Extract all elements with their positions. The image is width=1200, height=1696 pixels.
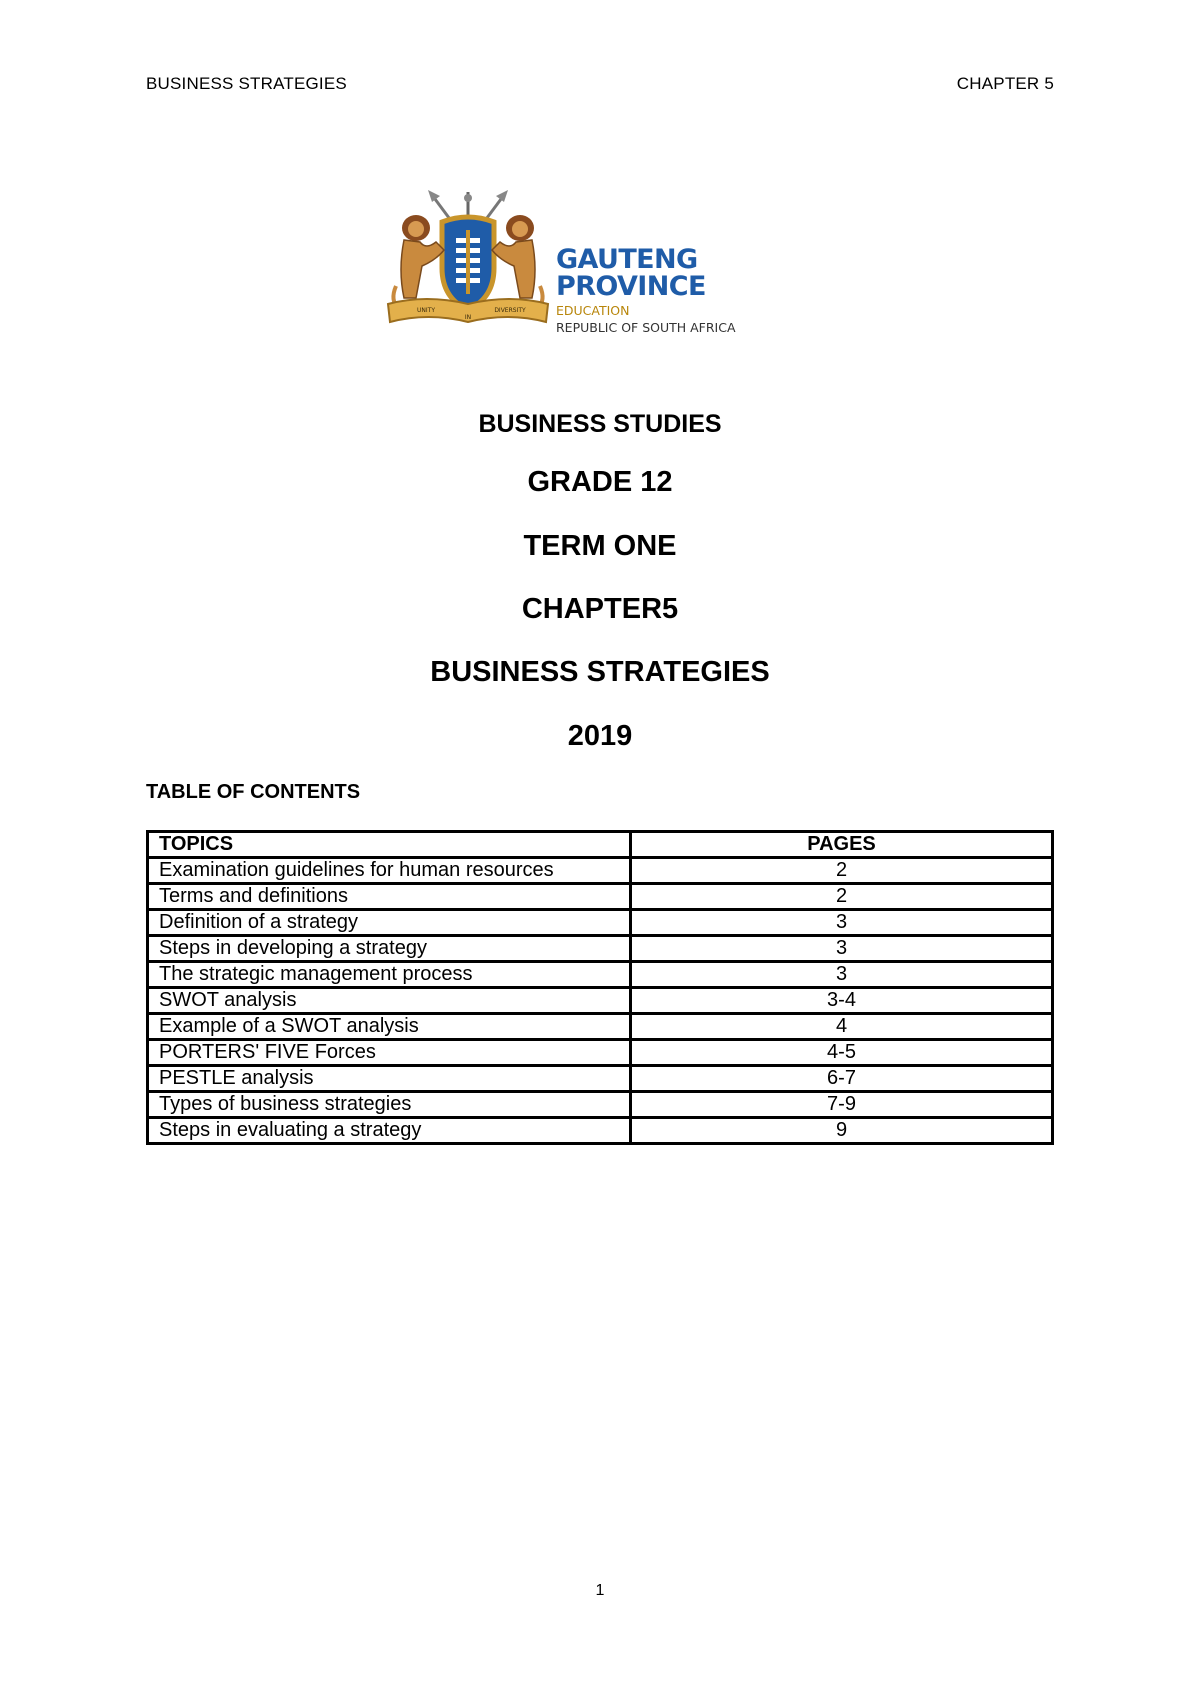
table-of-contents xyxy=(146,830,1054,1145)
logo-country-name: REPUBLIC OF SOUTH AFRICA xyxy=(556,319,736,335)
table-row xyxy=(148,1066,1053,1092)
subject-title: BUSINESS STUDIES xyxy=(478,410,722,438)
header-document-title: BUSINESS STRATEGIES xyxy=(146,74,347,93)
table-row xyxy=(148,1118,1053,1144)
toc-column-topics: TOPICS xyxy=(148,832,631,858)
toc-column-pages: PAGES xyxy=(631,832,1053,858)
logo-province-name: GAUTENG PROVINCE xyxy=(556,244,706,302)
toc-pages-cell: 7-9 xyxy=(631,1092,1053,1118)
table-row xyxy=(148,910,1053,936)
coat-of-arms-icon xyxy=(386,190,551,330)
toc-topic-cell: The strategic management process xyxy=(148,962,631,988)
grade-title: GRADE 12 xyxy=(527,466,673,498)
toc-heading: TABLE OF CONTENTS xyxy=(146,781,361,803)
gauteng-coat-of-arms-logo xyxy=(386,190,826,335)
toc-pages-cell: 9 xyxy=(631,1118,1053,1144)
toc-pages-cell: 3-4 xyxy=(631,988,1053,1014)
table-row xyxy=(148,1092,1053,1118)
table-row xyxy=(148,962,1053,988)
logo-department-name: EDUCATION xyxy=(556,303,630,318)
toc-pages-cell: 2 xyxy=(631,858,1053,884)
chapter-title: CHAPTER5 xyxy=(521,593,679,625)
toc-pages-cell: 4 xyxy=(631,1014,1053,1040)
toc-topic-cell: PORTERS' FIVE Forces xyxy=(148,1040,631,1066)
table-row xyxy=(148,1040,1053,1066)
header-chapter-label: CHAPTER 5 xyxy=(956,74,1054,93)
toc-topic-cell: Examination guidelines for human resources xyxy=(148,858,631,884)
toc-topic-cell: Example of a SWOT analysis xyxy=(148,1014,631,1040)
toc-topic-cell: Terms and definitions xyxy=(148,884,631,910)
table-row xyxy=(148,936,1053,962)
toc-pages-cell: 3 xyxy=(631,962,1053,988)
toc-pages-cell: 2 xyxy=(631,884,1053,910)
toc-header-row xyxy=(148,832,1053,858)
toc-topic-cell: Definition of a strategy xyxy=(148,910,631,936)
toc-pages-cell: 3 xyxy=(631,910,1053,936)
toc-topic-cell: Steps in evaluating a strategy xyxy=(148,1118,631,1144)
running-header xyxy=(146,74,1054,98)
table-row xyxy=(148,1014,1053,1040)
logo-wordmark xyxy=(556,246,826,334)
motto-word-left: UNITY xyxy=(417,307,435,314)
toc-pages-cell: 3 xyxy=(631,936,1053,962)
table-row xyxy=(148,988,1053,1014)
motto-word-middle: IN xyxy=(464,314,472,321)
toc-pages-cell: 4-5 xyxy=(631,1040,1053,1066)
year-title: 2019 xyxy=(567,720,633,752)
toc-topic-cell: SWOT analysis xyxy=(148,988,631,1014)
page-number: 1 xyxy=(595,1582,605,1599)
toc-topic-cell: Steps in developing a strategy xyxy=(148,936,631,962)
toc-pages-cell: 6-7 xyxy=(631,1066,1053,1092)
term-title: TERM ONE xyxy=(523,530,677,562)
toc-topic-cell: PESTLE analysis xyxy=(148,1066,631,1092)
motto-word-right: DIVERSITY xyxy=(494,307,526,314)
table-row xyxy=(148,858,1053,884)
topic-title: BUSINESS STRATEGIES xyxy=(430,656,770,688)
toc-topic-cell: Types of business strategies xyxy=(148,1092,631,1118)
table-row xyxy=(148,884,1053,910)
